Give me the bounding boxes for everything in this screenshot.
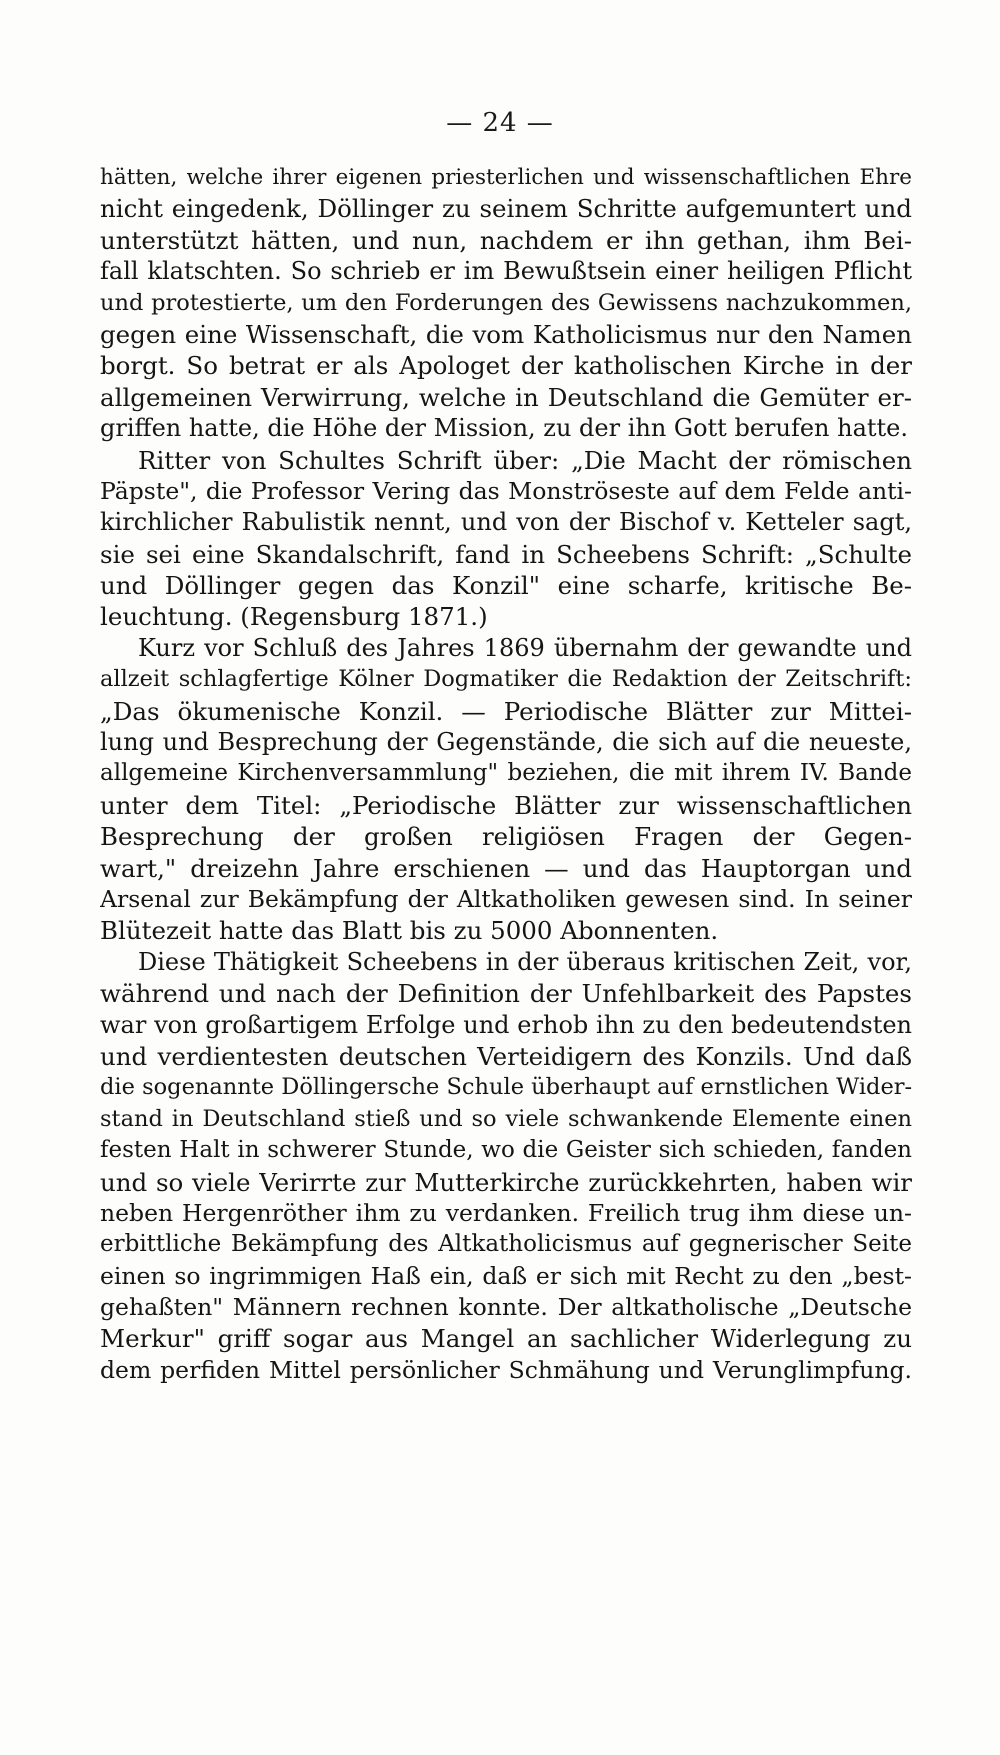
text-line: lung und Besprechung der Gegenstände, die sich auf die neueste, [100, 728, 912, 757]
text-line: allgemeine Kirchenversammlung" beziehen, die mit ihrem IV. Bande [100, 760, 912, 787]
text-line: und protestierte, um den Forderungen des Gewissens nachzukommen, [100, 289, 912, 316]
text-line: einen so ingrimmigen Haß ein, daß er sich mit Recht zu den „best- [100, 1261, 912, 1290]
text-line: stand in Deutschland stieß und so viele schwankende Elemente einen [100, 1105, 912, 1132]
text-line: erbittliche Bekämpfung des Altkatholicismus auf gegnerischer Seite [100, 1231, 912, 1258]
text-line: allzeit schlagfertige Kölner Dogmatiker die Redaktion der Zeitschrift: [100, 666, 912, 693]
text-line: während und nach der Definition der Unfehlbarkeit des Papstes [100, 979, 912, 1009]
text-line: und verdientesten deutschen Verteidigern des Konzils. Und daß [100, 1041, 912, 1071]
text-line: nicht eingedenk, Döllinger zu seinem Schritte aufgemuntert und [100, 194, 912, 224]
text-line: fall klatschten. So schrieb er im Bewußtsein einer heiligen Pflicht [100, 257, 912, 286]
text-line: griffen hatte, die Höhe der Mission, zu der ihn Gott berufen hatte. [100, 414, 909, 443]
body-text [100, 162, 912, 1386]
text-line: die sogenannte Döllingersche Schule überhaupt auf ernstlichen Wider- [100, 1074, 912, 1101]
text-line: Besprechung der großen religiösen Fragen der Gegen- [100, 822, 912, 852]
text-line: hätten, welche ihrer eigenen priesterlichen und wissenschaftlichen Ehre [100, 165, 912, 190]
text-line: allgemeinen Verwirrung, welche in Deutschland die Gemüter er- [100, 382, 912, 412]
text-line: leuchtung. (Regensburg 1871.) [100, 602, 488, 632]
text-line: unterstützt hätten, und nun, nachdem er ihn gethan, ihm Bei- [100, 225, 912, 255]
text-line: war von großartigem Erfolge und erhob ihn zu den bedeutendsten [100, 1010, 912, 1039]
text-line: Päpste", die Professor Vering das Monströseste auf dem Felde anti- [100, 476, 912, 505]
text-line: gehaßten" Männern rechnen konnte. Der altkatholische „Deutsche [100, 1293, 912, 1322]
text-line: kirchlicher Rabulistik nennt, und von der Bischof v. Ketteler sagt, [100, 508, 912, 537]
text-line: Diese Thätigkeit Scheebens in der überaus kritischen Zeit, vor, [138, 947, 912, 976]
text-line: festen Halt in schwerer Stunde, wo die Geister sich schieden, fanden [100, 1137, 912, 1164]
text-line: borgt. So betrat er als Apologet der katholischen Kirche in der [100, 351, 912, 381]
text-line: und so viele Verirrte zur Mutterkirche zurückkehrten, haben wir [100, 1167, 912, 1197]
text-line: Arsenal zur Bekämpfung der Altkatholiken gewesen sind. In seiner [100, 884, 912, 913]
text-line: Merkur" griff sogar aus Mangel an sachlicher Widerlegung zu [100, 1324, 912, 1354]
page-number: — 24 — [446, 108, 554, 138]
text-line: unter dem Titel: „Periodische Blätter zur wissenschaftlichen [100, 790, 912, 820]
text-line: sie sei eine Skandalschrift, fand in Scheebens Schrift: „Schulte [100, 539, 912, 569]
text-line: Blütezeit hatte das Blatt bis zu 5000 Abonnenten. [100, 916, 719, 946]
text-line: gegen eine Wissenschaft, die vom Katholicismus nur den Namen [100, 319, 912, 349]
text-line: wart," dreizehn Jahre erschienen — und das Hauptorgan und [100, 853, 912, 883]
text-line: und Döllinger gegen das Konzil" eine scharfe, kritische Be- [100, 571, 912, 601]
text-line: dem perfiden Mittel persönlicher Schmähung und Verunglimpfung. [100, 1355, 912, 1384]
text-line: Kurz vor Schluß des Jahres 1869 übernahm der gewandte und [138, 633, 912, 662]
text-line: Ritter von Schultes Schrift über: „Die Macht der römischen [138, 445, 912, 475]
text-line: „Das ökumenische Konzil. — Periodische Blätter zur Mittei- [100, 696, 912, 726]
text-line: neben Hergenröther ihm zu verdanken. Freilich trug ihm diese un- [100, 1198, 912, 1227]
